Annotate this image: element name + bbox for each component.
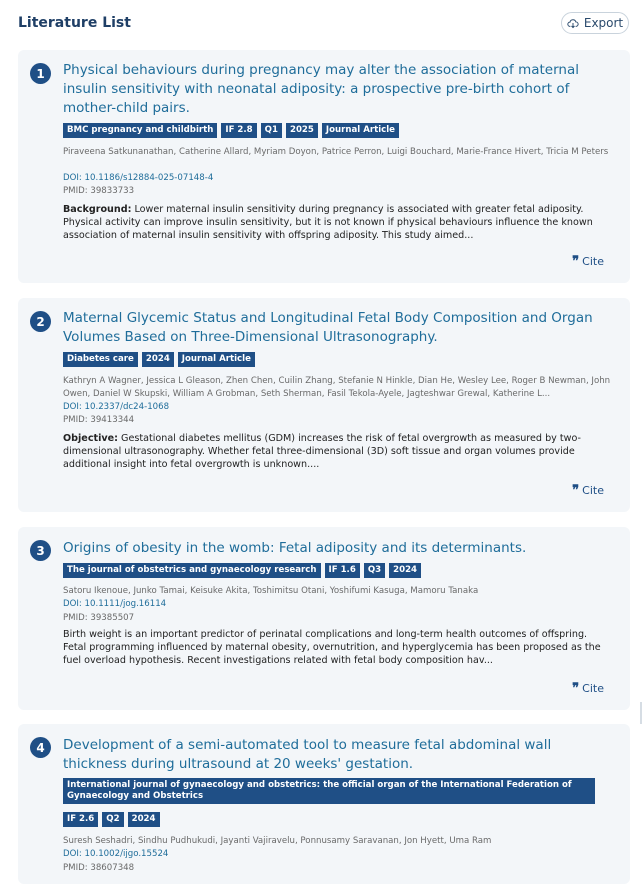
- article-card: [18, 298, 630, 512]
- article-card: [18, 724, 630, 884]
- cite-label: Cite: [582, 682, 604, 695]
- quartile-tag: Q3: [364, 563, 385, 578]
- cite-label: Cite: [582, 484, 604, 497]
- quote-icon: ❞: [572, 254, 580, 269]
- article-pmid: PMID: 38607348: [63, 863, 135, 873]
- article-tags: [63, 352, 255, 367]
- article-number-badge: 4: [30, 737, 51, 758]
- page-header: [0, 0, 644, 48]
- article-pmid: PMID: 39385507: [63, 613, 135, 623]
- page-title: Literature List: [18, 15, 131, 31]
- cloud-download-icon: [567, 17, 579, 29]
- article-number-badge: 1: [30, 63, 51, 84]
- year-tag: 2024: [142, 352, 174, 367]
- article-card: [18, 527, 630, 710]
- article-doi-link[interactable]: DOI: 10.1186/s12884-025-07148-4: [63, 173, 214, 183]
- article-abstract: [63, 204, 613, 242]
- cite-button[interactable]: [572, 681, 604, 696]
- article-doi-link[interactable]: DOI: 10.1111/jog.16114: [63, 599, 167, 609]
- article-abstract: [63, 629, 613, 667]
- export-label: Export: [583, 16, 624, 30]
- abstract-label: Background:: [63, 204, 132, 215]
- article-tags: [63, 123, 399, 138]
- journal-tag: Diabetes care: [63, 352, 138, 367]
- article-title[interactable]: Development of a semi-automated tool to measure fetal abdominal wall thickness during ultrasound at 20 weeks' gestation.: [63, 737, 552, 772]
- year-tag: 2025: [286, 123, 318, 138]
- article-authors: Satoru Ikenoue, Junko Tamai, Keisuke Akita, Toshimitsu Otani, Yoshifumi Kasuga, Mamoru Tanaka: [63, 586, 479, 596]
- year-tag: 2024: [128, 812, 160, 827]
- article-abstract: [63, 433, 613, 471]
- cite-button[interactable]: [572, 483, 604, 498]
- quartile-tag: Q1: [261, 123, 282, 138]
- article-tags: [63, 563, 421, 578]
- article-number-badge: 2: [30, 311, 51, 332]
- article-doi-link[interactable]: DOI: 10.2337/dc24-1068: [63, 402, 170, 412]
- article-card: [18, 50, 630, 283]
- quote-icon: ❞: [572, 483, 580, 498]
- journal-tag: BMC pregnancy and childbirth: [63, 123, 217, 138]
- article-title[interactable]: Physical behaviours during pregnancy may alter the association of maternal insulin sensitivity with neonatal adiposity: a prospective pre-birth cohort of mother-child pairs.: [63, 62, 579, 116]
- article-doi-link[interactable]: DOI: 10.1002/ijgo.15524: [63, 849, 169, 859]
- abstract-label: Objective:: [63, 433, 118, 444]
- quartile-tag: Q2: [102, 812, 123, 827]
- abstract-text: Gestational diabetes mellitus (GDM) increases the risk of fetal overgrowth as measured by two-dimensional ultrasonography. Whether fetal three-dimensional (3D) soft tissue and organ volumes provide additional insight into fetal overgrowth is unknown....: [63, 433, 582, 470]
- article-tags-meta: [63, 812, 160, 827]
- article-number-badge: 3: [30, 540, 51, 561]
- article-title[interactable]: Maternal Glycemic Status and Longitudinal Fetal Body Composition and Organ Volumes Based on Three-Dimensional Ultrasonography.: [63, 310, 593, 345]
- article-authors: Suresh Seshadri, Sindhu Pudhukudi, Jayanti Vajiravelu, Ponnusamy Saravanan, Jon Hyett, Uma Ram: [63, 836, 492, 846]
- abstract-text: Lower maternal insulin sensitivity during pregnancy is associated with greater fetal adiposity. Physical activity can improve insulin sensitivity, but it is not known if physical behaviours influence the known association of maternal insulin sensitivity with offspring adiposity. This study aimed...: [63, 204, 593, 241]
- article-title[interactable]: Origins of obesity in the womb: Fetal adiposity and its determinants.: [63, 540, 527, 556]
- cite-button[interactable]: [572, 254, 604, 269]
- export-button[interactable]: [561, 12, 629, 34]
- article-tags: [63, 778, 595, 804]
- impact-factor-tag: IF 2.8: [221, 123, 256, 138]
- article-authors: Kathryn A Wagner, Jessica L Gleason, Zhen Chen, Cuilin Zhang, Stefanie N Hinkle, Dian He, Wesley Lee, Roger B Newman, John Owen, Daniel W Skupski, William A Grobman, Seth Sherman, Fasil Tekola-Ayele, Jagteshwar Grewal, Katherine L...: [63, 376, 611, 399]
- impact-factor-tag: IF 2.6: [63, 812, 98, 827]
- article-pmid: PMID: 39833733: [63, 186, 135, 196]
- scrollbar-thumb[interactable]: [640, 702, 642, 724]
- impact-factor-tag: IF 1.6: [325, 563, 360, 578]
- journal-tag: International journal of gynaecology and obstetrics: the official organ of the International Federation of Gynaecology and Obstetrics: [63, 778, 595, 804]
- type-tag: Journal Article: [178, 352, 255, 367]
- article-pmid: PMID: 39413344: [63, 415, 135, 425]
- journal-tag: The journal of obstetrics and gynaecology research: [63, 563, 321, 578]
- article-authors: Piraveena Satkunanathan, Catherine Allard, Myriam Doyon, Patrice Perron, Luigi Bouchard, Marie-France Hivert, Tricia M Peters: [63, 147, 609, 157]
- type-tag: Journal Article: [322, 123, 399, 138]
- abstract-text: Birth weight is an important predictor of perinatal complications and long-term health outcomes of offspring. Fetal programming influenced by maternal obesity, overnutrition, and hyperglycemia has been proposed as the fuel overload hypothesis. Recent investigations related with fetal body composition hav...: [63, 629, 601, 666]
- year-tag: 2024: [389, 563, 421, 578]
- cite-label: Cite: [582, 255, 604, 268]
- quote-icon: ❞: [572, 681, 580, 696]
